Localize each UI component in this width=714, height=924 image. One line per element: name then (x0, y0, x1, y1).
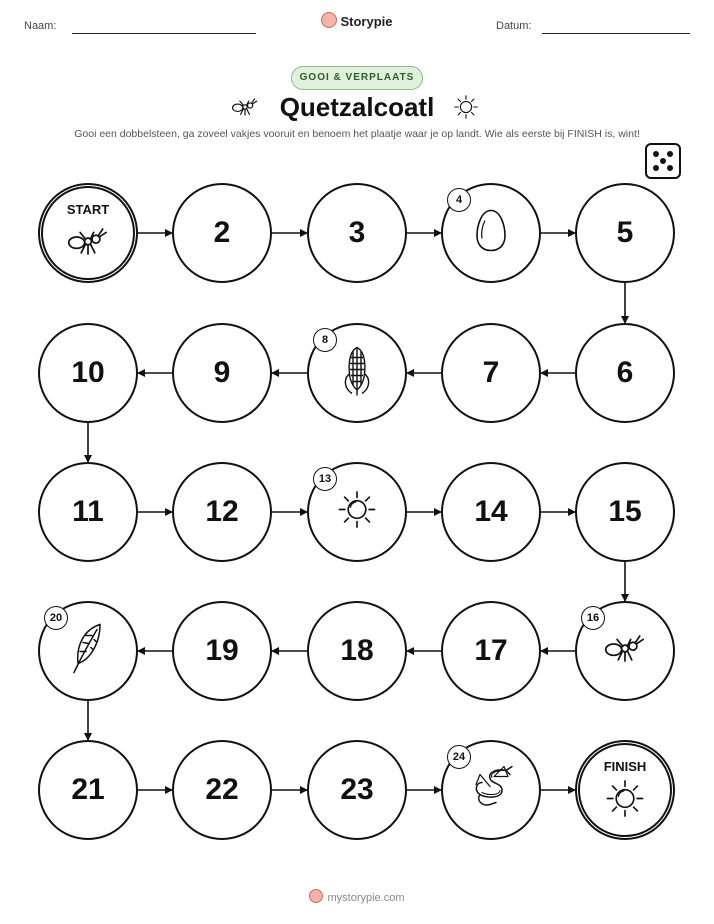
space-number: 5 (616, 216, 634, 249)
board-space (38, 462, 138, 562)
space-number: 9 (213, 356, 231, 389)
board-space (307, 601, 407, 701)
board-space (441, 183, 541, 283)
board-space (441, 323, 541, 423)
finish-label: FINISH (603, 759, 647, 774)
sun-icon (603, 776, 647, 825)
board-space (172, 462, 272, 562)
ant-icon (602, 632, 648, 671)
space-number: 11 (72, 495, 104, 528)
egg-icon (474, 209, 508, 258)
board-space (307, 740, 407, 840)
board-space (441, 462, 541, 562)
instructions: Gooi een dobbelsteen, ga zoveel vakjes vooruit en benoem het plaatje waar je op landt. Wie als eerste bij FINISH is, wint! (74, 128, 640, 140)
board-space (307, 462, 407, 562)
space-number: 7 (482, 356, 500, 389)
space-number: 6 (616, 356, 634, 389)
space-number-badge: 13 (313, 467, 337, 491)
board-space (575, 462, 675, 562)
board-space (575, 323, 675, 423)
board-space (575, 183, 675, 283)
space-number: 3 (348, 216, 366, 249)
start-label: START (66, 202, 110, 217)
board-space (172, 323, 272, 423)
board-space (441, 601, 541, 701)
board-space (172, 183, 272, 283)
board-space (38, 740, 138, 840)
space-number: 10 (71, 356, 105, 389)
space-number: 12 (205, 495, 239, 528)
date-label: Datum: (496, 20, 532, 32)
board-space (38, 601, 138, 701)
start-space (38, 183, 138, 283)
storypie-logo-icon (309, 889, 323, 903)
ant-icon (65, 224, 111, 263)
space-number-badge: 8 (313, 328, 337, 352)
finish-space (575, 740, 675, 840)
board-space (172, 740, 272, 840)
sun-icon (335, 488, 379, 537)
space-number: 23 (340, 773, 374, 806)
board-space (38, 323, 138, 423)
space-number: 22 (205, 773, 239, 806)
space-number-badge: 20 (44, 606, 68, 630)
space-number: 17 (474, 634, 508, 667)
board-space (307, 323, 407, 423)
footer-site: mystorypie.com (327, 892, 405, 904)
space-number: 18 (340, 634, 374, 667)
board-space (441, 740, 541, 840)
space-number-badge: 16 (581, 606, 605, 630)
board-space (575, 601, 675, 701)
space-number-badge: 4 (447, 188, 471, 212)
page-title: Quetzalcoatl (279, 92, 435, 122)
space-number: 15 (608, 495, 642, 528)
space-number: 19 (205, 634, 239, 667)
space-number-badge: 24 (447, 745, 471, 769)
footer (0, 889, 714, 904)
brand-name: Storypie (340, 14, 393, 29)
space-number: 14 (474, 495, 508, 528)
serpent-icon (466, 763, 516, 818)
space-number: 2 (213, 216, 231, 249)
board-space (307, 183, 407, 283)
feather-icon (70, 622, 106, 681)
space-number: 21 (71, 773, 105, 806)
game-type-badge: GOOI & VERPLAATS (291, 66, 423, 90)
board-space (172, 601, 272, 701)
corn-icon (338, 344, 376, 403)
name-label: Naam: (24, 20, 57, 32)
